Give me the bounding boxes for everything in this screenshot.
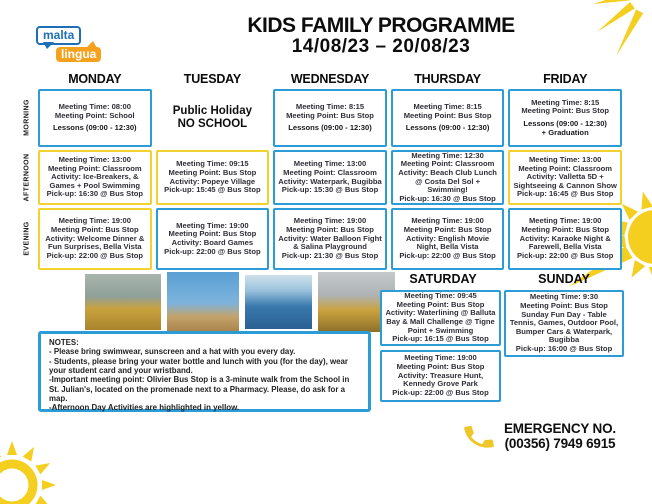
cell-text-line: Pick-up: 16:45 @ Bus Stop: [516, 189, 614, 199]
cell-text-line: Meeting Point: Bus Stop: [286, 110, 374, 120]
cell-text-line: Meeting Point: Bus Stop: [396, 299, 485, 309]
logo-lingua-bubble: lingua: [56, 47, 101, 62]
cell-text-line: Activity: Waterpark, Bugibba: [278, 176, 382, 186]
cell-text-line: Activity: Waterlining @ Balluta Bay & Mall Challenge @ Tigne Point + Swimming: [385, 308, 496, 335]
cell-text-line: Pick-up: 22:00 @ Bus Stop: [164, 246, 261, 256]
cell-text-line: Meeting Time: 09:45: [404, 291, 477, 301]
cell-text-line: Meeting Time: 9:30: [529, 292, 599, 302]
cell-text-line: Meeting Point: Classroom: [518, 163, 613, 173]
cell-afternoon-thursday: [391, 150, 505, 205]
sunday-header: SUNDAY: [538, 272, 590, 286]
cell-text-line: Meeting Time: 8:15: [295, 102, 365, 112]
cell-text-line: Meeting Point: Bus Stop: [521, 106, 610, 116]
emergency-label: EMERGENCY NO.: [504, 421, 616, 437]
cell-text-line: Meeting Time: 13:00: [528, 154, 602, 164]
cell-text-line: Meeting Point: Bus Stop: [50, 225, 139, 235]
day-header-friday: FRIDAY: [543, 72, 588, 86]
note-line: - Please bring swimwear, sunscreen and a hat with you every day.: [49, 347, 296, 357]
cell-text-line: Meeting Point: Bus Stop: [168, 167, 257, 177]
cell-morning-thursday: [391, 89, 505, 147]
note-line: - Students, please bring your water bottle and lunch with you (for the day), wear your student card and your wristband.: [49, 356, 349, 375]
cell-text-line: Sunday Fun Day - Table Tennis, Games, Outdoor Pool, Bumper Cars & Waterpark, Bugibba: [509, 309, 619, 345]
cell-text-line: Activity: Popeye Village: [169, 176, 256, 186]
cell-text-line: Activity: Treasure Hunt, Kennedy Grove Park: [397, 370, 484, 389]
cell-text-line: Meeting Time: 09:15: [176, 159, 249, 169]
cell-text-line: Meeting Time: 8:15: [531, 97, 600, 107]
row-label-morning: MORNING: [23, 99, 31, 136]
cell-text-line: Activity: Beach Club Lunch @ Costa Del Sol + Swimming!: [398, 167, 497, 195]
cell-evening-friday: [508, 208, 622, 270]
row-label-afternoon: AFTERNOON: [23, 153, 31, 202]
cell-text-line: Meeting Point: Classroom: [47, 163, 142, 173]
cell-text-line: Pick-up: 22:00 @ Bus Stop: [46, 250, 144, 260]
cell-afternoon-friday: [508, 150, 622, 205]
emergency-text: [504, 422, 616, 451]
cell-text-line: Meeting Time: 19:00: [411, 216, 484, 226]
cell-text-line-strong: + Graduation: [541, 127, 589, 137]
cell-text-line: Pick-up: 21:30 @ Bus Stop: [281, 250, 379, 260]
cell-text-line: Activity: Water Balloon Fight & Salina Playground: [278, 233, 382, 252]
cell-evening-thursday: [391, 208, 505, 270]
day-header-wednesday: WEDNESDAY: [290, 72, 370, 86]
phone-icon: [459, 417, 499, 457]
cell-text-line: Meeting Point: School: [54, 110, 135, 120]
cell-saturday-evening: [380, 350, 501, 402]
cell-text-line: Pick-up: 16:15 @ Bus Stop: [392, 334, 489, 344]
cell-text-line: Meeting Time: 19:00: [176, 220, 249, 230]
notes-box: [38, 331, 371, 412]
cell-text-line: Meeting Time: 08:00: [58, 102, 132, 112]
cell-text-line: Activity: Ice-Breakers, & Games + Pool Swimming: [49, 172, 141, 190]
emergency-contact: [462, 420, 616, 454]
cell-evening-monday: [38, 208, 152, 270]
cell-text-line: Meeting Time: 19:00: [58, 216, 132, 226]
cell-text-line-strong: Lessons (09:00 - 12:30): [405, 123, 490, 133]
row-label-evening: EVENING: [23, 221, 31, 256]
day-header-tuesday: TUESDAY: [183, 72, 241, 86]
cell-text-line: Pick-up: 15:30 @ Bus Stop: [281, 185, 379, 195]
notes-body: [49, 347, 360, 412]
boat-trip-photo: [245, 275, 312, 329]
cell-saturday-day: [380, 290, 501, 346]
cell-text-line: Meeting Point: Bus Stop: [396, 362, 485, 372]
cell-evening-wednesday: [273, 208, 387, 270]
title-date-range: 14/08/23 – 20/08/23: [291, 36, 471, 57]
cell-text-line: Meeting Point: Bus Stop: [403, 225, 492, 235]
cell-text-line: Meeting Time: 8:15: [413, 102, 482, 112]
note-line: -Afternoon Day Activities are highlighted in yellow.: [49, 403, 240, 413]
cell-text-line: Meeting Point: Bus Stop: [286, 225, 374, 235]
cell-text-line: Pick-up: 16:00 @ Bus Stop: [515, 344, 613, 354]
cell-morning-tuesday: [156, 89, 270, 147]
cell-text-line: Activity: Welcome Dinner & Fun Surprises, Bella Vista: [45, 233, 145, 252]
page-title: [226, 14, 536, 58]
cell-text-line: Pick-up: 22:00 @ Bus Stop: [516, 250, 614, 260]
cell-text-line: Meeting Time: 19:00: [293, 216, 367, 226]
title-line1: KIDS FAMILY PROGRAMME: [247, 14, 515, 37]
cell-morning-wednesday: [273, 89, 387, 147]
cell-text-line: Meeting Time: 13:00: [58, 154, 132, 164]
logo-malta-bubble: malta: [36, 26, 81, 45]
maltalingua-logo: [36, 26, 101, 62]
emergency-number: (00356) 7949 6915: [504, 436, 616, 451]
cell-text-line: Meeting Time: 13:00: [293, 159, 367, 169]
cell-text-line: Meeting Point: Classroom: [283, 167, 377, 177]
cell-text-line: Meeting Time: 12:30: [411, 150, 484, 160]
beach-jump-photo: [167, 272, 239, 332]
cell-text-line: Pick-up: 22:00 @ Bus Stop: [392, 387, 489, 397]
cell-text-line: Activity: English Movie Night, Bella Vista: [406, 233, 490, 252]
cell-text-line: Meeting Point: Bus Stop: [521, 225, 610, 235]
cell-afternoon-wednesday: [273, 150, 387, 205]
cell-text-line: Pick-up: 16:30 @ Bus Stop: [399, 193, 496, 203]
students-group-photo: [85, 274, 161, 330]
day-header-monday: MONDAY: [68, 72, 122, 86]
note-line: -Important meeting point: Olivier Bus Stop is a 3-minute walk from the School in St. Julian's, located on the promenade next to a Pharmacy. Please, do ask for a map.: [49, 375, 350, 403]
cell-text-line-strong: NO SCHOOL: [177, 118, 248, 130]
cell-text-line: Pick-up: 22:00 @ Bus Stop: [399, 250, 496, 260]
cell-sunday-day: [504, 290, 624, 357]
cell-text-line: Meeting Time: 19:00: [528, 216, 602, 226]
cell-text-line: Meeting Time: 19:00: [404, 353, 477, 363]
cell-text-line: Pick-up: 15:45 @ Bus Stop: [164, 185, 261, 195]
cell-morning-monday: [38, 89, 152, 147]
day-header-thursday: THURSDAY: [414, 72, 481, 86]
cell-text-line-strong: Lessons (09:00 - 12:30): [288, 123, 372, 133]
cell-text-line: Pick-up: 16:30 @ Bus Stop: [46, 189, 144, 199]
cell-afternoon-monday: [38, 150, 152, 205]
cell-text-line: Meeting Point: Bus Stop: [168, 229, 257, 239]
cell-text-line: Activity: Karaoke Night & Farewell, Bella Vista: [519, 233, 611, 252]
cell-text-line: Activity: Valletta 5D + Sightseeing & Cannon Show: [513, 172, 617, 190]
cell-text-line: Meeting Point: Bus Stop: [403, 110, 492, 120]
weekday-schedule-grid: [38, 70, 622, 270]
cell-text-line: Activity: Board Games: [171, 238, 254, 247]
cell-text-line-strong: Public Holiday: [172, 104, 253, 117]
cell-text-line: Meeting Point: Classroom: [400, 159, 495, 169]
cell-evening-tuesday: [156, 208, 270, 270]
cell-morning-friday: [508, 89, 622, 147]
cell-text-line: Meeting Point: Bus Stop: [520, 300, 608, 310]
cell-text-line-strong: Lessons (09:00 - 12:30): [523, 119, 607, 128]
saturday-header: SATURDAY: [409, 272, 477, 286]
cell-text-line-strong: Lessons (09:00 - 12:30): [53, 123, 137, 133]
notes-title: NOTES:: [49, 338, 79, 347]
cell-afternoon-tuesday: [156, 150, 270, 205]
